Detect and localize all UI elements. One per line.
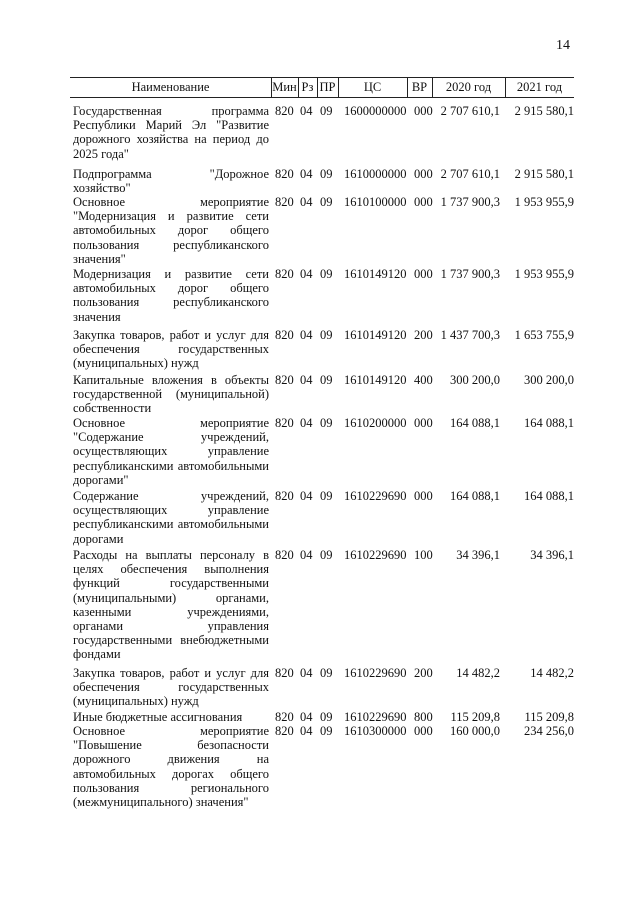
row-2020: 164 088,1 [450,489,500,503]
row-min: 820 [275,724,294,738]
row-2021: 234 256,0 [524,724,574,738]
row-vr: 000 [414,489,433,503]
row-vr: 400 [414,373,433,387]
row-name: Государственная программа Республики Марий Эл "Развитие дорожного хозяйства на период до 2025 года" [73,104,269,161]
row-pr: 09 [320,167,333,181]
header-pr: ПР [319,80,336,94]
row-2021: 164 088,1 [524,489,574,503]
row-pr: 09 [320,267,333,281]
header-name: Наименование [131,80,210,94]
row-cs: 1610200000 [344,416,407,430]
row-min: 820 [275,666,294,680]
row-2020: 300 200,0 [450,373,500,387]
row-vr: 200 [414,328,433,342]
row-cs: 1610149120 [344,328,407,342]
row-pr: 09 [320,104,333,118]
row-2021: 2 915 580,1 [514,104,574,118]
row-vr: 000 [414,416,433,430]
row-2021: 34 396,1 [530,548,574,562]
row-2021: 14 482,2 [530,666,574,680]
header-vr: ВР [411,80,428,94]
row-cs: 1610229690 [344,489,407,503]
row-cs: 1610300000 [344,724,407,738]
header-2020: 2020 год [445,80,492,94]
row-cs: 1610000000 [344,167,407,181]
row-2021: 1 653 755,9 [514,328,574,342]
row-min: 820 [275,710,294,724]
row-name: Иные бюджетные ассигнования [73,710,243,724]
row-rz: 04 [300,104,313,118]
row-rz: 04 [300,328,313,342]
row-2020: 34 396,1 [456,548,500,562]
row-name: Модернизация и развитие сети автомобильных дорог общего пользования республиканского значения [73,267,269,324]
header-cs: ЦС [363,80,382,94]
row-min: 820 [275,373,294,387]
row-rz: 04 [300,267,313,281]
row-min: 820 [275,104,294,118]
row-2020: 160 000,0 [450,724,500,738]
row-2020: 2 707 610,1 [440,167,500,181]
row-rz: 04 [300,710,313,724]
row-vr: 800 [414,710,433,724]
row-rz: 04 [300,489,313,503]
row-cs: 1610149120 [344,267,407,281]
header-top-rule [70,77,574,78]
row-min: 820 [275,328,294,342]
row-pr: 09 [320,710,333,724]
row-2021: 2 915 580,1 [514,167,574,181]
row-rz: 04 [300,416,313,430]
row-min: 820 [275,548,294,562]
row-pr: 09 [320,724,333,738]
header-rz: Рз [301,80,314,94]
row-vr: 000 [414,267,433,281]
header-bottom-rule [70,97,574,98]
row-rz: 04 [300,666,313,680]
row-2021: 300 200,0 [524,373,574,387]
row-min: 820 [275,489,294,503]
row-cs: 1610229690 [344,710,407,724]
row-rz: 04 [300,724,313,738]
row-name: Подпрограмма "Дорожное хозяйство" [73,167,269,196]
row-2020: 164 088,1 [450,416,500,430]
row-vr: 200 [414,666,433,680]
row-name: Расходы на выплаты персоналу в целях обеспечения выполнения функций государственными (муниципальными) органами, казенными учреждениями, органами управления государственными внебюджетными фондами [73,548,269,662]
row-min: 820 [275,195,294,209]
row-vr: 100 [414,548,433,562]
row-min: 820 [275,416,294,430]
row-2020: 1 437 700,3 [440,328,500,342]
row-2021: 115 209,8 [524,710,574,724]
row-pr: 09 [320,373,333,387]
row-2020: 1 737 900,3 [440,267,500,281]
row-rz: 04 [300,548,313,562]
row-vr: 000 [414,724,433,738]
header-2021: 2021 год [516,80,563,94]
row-name: Основное мероприятие "Содержание учреждений, осуществляющих управление республиканскими автомобильными дорогами" [73,416,269,487]
row-pr: 09 [320,489,333,503]
row-name: Содержание учреждений, осуществляющих управление республиканскими автомобильными дорогами [73,489,269,546]
row-2021: 1 953 955,9 [514,195,574,209]
row-vr: 000 [414,167,433,181]
row-name: Основное мероприятие "Модернизация и развитие сети автомобильных дорог общего пользования республиканского значения" [73,195,269,266]
header-min: Мин [272,80,297,94]
row-name: Основное мероприятие "Повышение безопасности дорожного движения на автомобильных дорогах общего пользования регионального (межмуниципального) значения" [73,724,269,810]
row-2020: 2 707 610,1 [440,104,500,118]
row-2020: 115 209,8 [450,710,500,724]
row-2021: 164 088,1 [524,416,574,430]
row-pr: 09 [320,548,333,562]
row-cs: 1610229690 [344,666,407,680]
row-cs: 1600000000 [344,104,407,118]
row-vr: 000 [414,195,433,209]
row-2020: 14 482,2 [456,666,500,680]
row-cs: 1610100000 [344,195,407,209]
row-pr: 09 [320,328,333,342]
row-pr: 09 [320,416,333,430]
row-cs: 1610229690 [344,548,407,562]
row-rz: 04 [300,195,313,209]
row-name: Закупка товаров, работ и услуг для обеспечения государственных (муниципальных) нужд [73,666,269,709]
row-2021: 1 953 955,9 [514,267,574,281]
row-vr: 000 [414,104,433,118]
row-rz: 04 [300,167,313,181]
row-name: Капитальные вложения в объекты государственной (муниципальной) собственности [73,373,269,416]
row-min: 820 [275,267,294,281]
row-name: Закупка товаров, работ и услуг для обеспечения государственных (муниципальных) нужд [73,328,269,371]
row-pr: 09 [320,195,333,209]
row-2020: 1 737 900,3 [440,195,500,209]
row-cs: 1610149120 [344,373,407,387]
row-min: 820 [275,167,294,181]
row-pr: 09 [320,666,333,680]
row-rz: 04 [300,373,313,387]
page-number: 14 [556,38,570,53]
